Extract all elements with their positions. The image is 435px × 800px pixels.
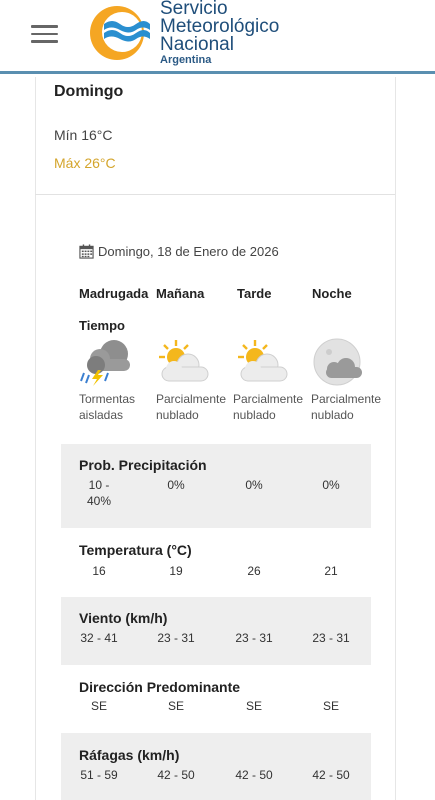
gusts-value: 42 - 50 [312,768,350,782]
precipitation-value: 0% [245,478,263,492]
period-madrugada: Madrugada [79,286,149,301]
calendar-icon [79,244,94,259]
forecast-date-text: Domingo, 18 de Enero de 2026 [98,244,279,259]
direction-label: Dirección Predominante [79,679,241,695]
partly-cloudy-day-icon [235,337,291,387]
temperature-label: Temperatura (°C) [79,542,192,558]
smn-logo-icon[interactable] [82,2,156,62]
weather-desc-manana: Parcialmente nublado [156,392,227,422]
tiempo-label: Tiempo [79,318,125,333]
max-temperature: Máx 26°C [54,155,116,171]
logo-line-1: Servicio [160,0,228,19]
min-temperature: Mín 16°C [54,127,113,143]
direction-value: SE [90,699,107,713]
wind-value: 23 - 31 [312,631,350,645]
logo-text[interactable] [160,0,279,67]
gusts-value: 42 - 50 [157,768,195,782]
wind-value: 23 - 31 [157,631,195,645]
precipitation-label: Prob. Precipitación [79,457,207,473]
gusts-label: Ráfagas (km/h) [79,747,180,763]
logo-line-2: Meteorológico [160,16,280,37]
wind-value: 23 - 31 [235,631,273,645]
period-tarde: Tarde [237,286,272,301]
temperature-value: 19 [169,564,183,578]
period-manana: Mañana [156,286,205,301]
card-border-right [395,77,396,800]
temperature-value: 26 [247,564,261,578]
day-title: Domingo [54,83,124,100]
wind-value: 32 - 41 [80,631,118,645]
temperature-value: 21 [324,564,338,578]
forecast-date [79,244,279,259]
precipitation-value: 0% [167,478,185,492]
weather-desc-tarde: Parcialmente nublado [233,392,304,422]
partly-cloudy-day-icon [156,337,212,387]
weather-desc-madrugada: Tormentas aisladas [79,392,136,422]
precipitation-value: 0% [322,478,340,492]
wind-label: Viento (km/h) [79,610,168,626]
hamburger-menu-icon[interactable] [31,25,58,43]
direction-value: SE [167,699,184,713]
precipitation-value: 10 - 40% [86,478,112,508]
gusts-value: 51 - 59 [80,768,118,782]
gusts-value: 42 - 50 [235,768,273,782]
logo-line-4: Argentina [160,54,212,66]
direction-value: SE [245,699,262,713]
logo-line-3: Nacional [160,34,234,55]
temperature-value: 16 [92,564,106,578]
period-noche: Noche [312,286,352,301]
direction-value: SE [322,699,339,713]
partly-cloudy-night-icon [312,337,368,387]
site-header [0,0,435,74]
thunderstorm-icon [78,337,134,387]
weather-desc-noche: Parcialmente nublado [311,392,382,422]
